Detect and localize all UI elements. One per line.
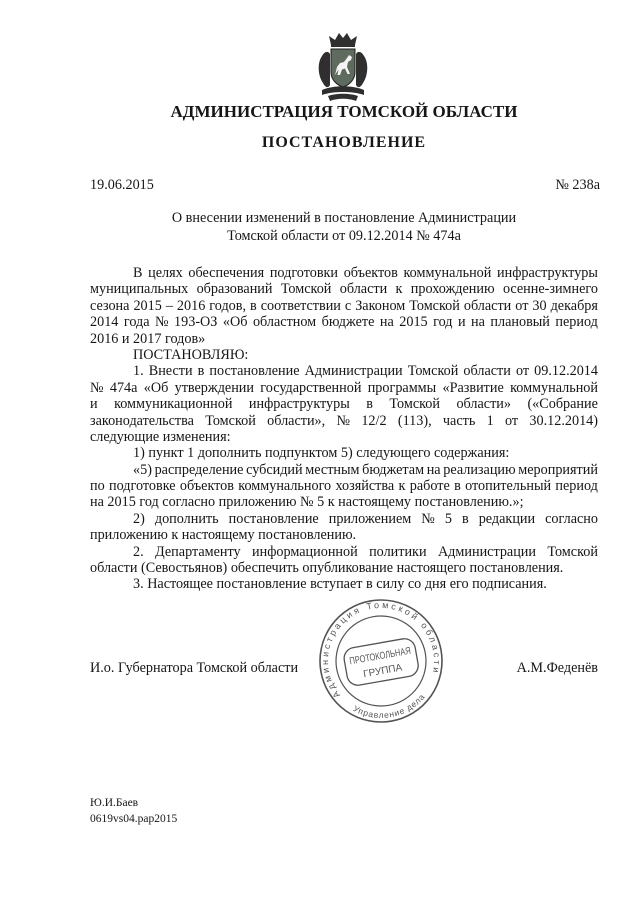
word: осенне-зимнего [502,281,598,298]
paragraph-item-3 [90,576,598,592]
word: годов, [209,297,247,314]
word: утверждении [174,379,254,396]
signatory-name: А.М.Феденёв [516,660,598,676]
word: работе [409,478,450,495]
word: Томской [205,412,256,429]
word: Внести [148,363,193,380]
word: законодательства [90,412,194,429]
subject-line: О внесении изменений в постановление Администрации [171,210,517,226]
word: Томской [280,281,332,298]
body-line [90,462,598,478]
body-line [90,511,598,527]
paragraph-subitem-2 [90,511,598,544]
word: № [421,510,435,527]
word: постановление [209,363,300,380]
emblem-crown [329,33,357,45]
word: 2) [133,510,145,527]
body-line [90,265,598,281]
word: 2016 [176,297,206,314]
word: 12/2 [361,412,387,429]
emblem-base [328,94,358,101]
word: по [90,478,105,495]
document-date: 19.06.2015 [90,177,154,193]
word: коммуникационной [114,396,233,413]
word: Департаменту [155,543,241,560]
word: к [395,281,403,298]
word: к [398,478,406,495]
word: отопительный [465,478,552,495]
word: от [515,297,529,314]
word: на [471,314,485,331]
body-line: 2016 и 2017 годов» [90,330,206,347]
word: плановый [490,314,550,331]
file-reference: 0619vs04.pap2015 [90,813,178,825]
word: прохождению [410,281,495,298]
document-subject [90,209,598,245]
word: и [90,396,98,413]
body-line [90,544,598,560]
word: на [426,461,441,478]
word: «Развитие [442,379,504,396]
word: коммунальной [403,265,492,281]
word: редакции [478,510,536,527]
footer [90,795,177,827]
word: год [433,314,453,331]
word: 5 [444,510,452,527]
body-text [90,265,598,593]
word: мероприятий [518,461,598,478]
word: целях [148,265,183,281]
word: часть [442,412,476,429]
word: 474а [109,379,138,396]
word: информационной [252,543,358,560]
word: коммунальной [510,379,598,396]
word: в [250,297,257,314]
word: областном [252,314,317,331]
body-line: приложению к настоящему постановлению. [90,527,357,544]
word: 2. [133,543,144,560]
word: распределение [154,461,244,478]
word: Томской [389,396,440,413]
body-line [90,298,598,314]
subject-line: Томской области от 09.12.2014 № 474а [227,228,461,244]
word: области», [267,412,326,429]
word: в [461,510,469,527]
date-number-row [90,176,600,194]
word: «Об [222,314,248,331]
word: образований [196,281,273,298]
word: Законом [355,297,406,314]
word: подготовки [269,265,339,281]
word: 2015 [133,297,162,314]
word: № [90,379,104,396]
document-type: ПОСТАНОВЛЕНИЕ [261,134,427,151]
word: на [379,314,394,331]
word: («Собрание [527,396,598,413]
body-line: 1) пункт 1 дополнить подпунктом 5) следующего содержания: [133,445,510,462]
word: сезона [90,297,130,314]
word: приложением [328,510,412,527]
word: муниципальных [90,281,189,298]
coat-of-arms-icon [316,32,370,102]
stamp-center-line-1: ПРОТОКОЛЬНАЯ [348,642,432,668]
word: соответствии [260,297,341,314]
word: года [123,314,150,331]
word: политики [369,543,427,560]
word: от [515,363,530,380]
word: (113), [397,412,432,429]
word: реализацию [443,461,516,478]
stamp [316,596,446,726]
word: постановление [228,510,319,527]
word: субсидий [246,461,303,478]
word: Администрации [437,543,536,560]
word: – [165,297,173,314]
body-line [90,478,598,494]
word: коммунального [238,478,332,495]
body-line [90,380,598,396]
word: области [463,297,512,314]
stamp-ring-text-bottom: Управление делами [351,691,427,721]
word: Томской [407,363,459,380]
word: 1 [486,412,494,429]
body-line: ПОСТАНОВЛЯЮ: [133,346,249,363]
body-line [90,314,598,330]
emblem-crown-band [331,44,355,47]
word: согласно [545,510,598,527]
word: Администрации [304,363,403,380]
word: инфраструктуры [497,265,598,281]
body-line: следующие изменения: [90,428,231,445]
word: Томской [547,543,598,560]
word: от [505,412,519,429]
body-line: на 2015 год согласно приложению № 5 к настоящему постановлению.»; [90,494,524,511]
word: дополнить [154,510,219,527]
word: объектов [343,265,398,281]
word: бюджете [321,314,375,331]
word: 193-ОЗ [174,314,218,331]
executor-name: Ю.И.Баев [90,797,139,809]
emblem-supporter-left [319,52,330,87]
word: в [197,363,205,380]
paragraph-subitem-1 [90,445,598,461]
word: местным [305,461,360,478]
word: № [336,412,351,429]
word: «5) [133,461,152,478]
word: хозяйства [335,478,395,495]
word: 2015 [399,314,428,331]
word: в [454,478,461,495]
word: 09.12.2014 [534,363,598,380]
word: подготовке [109,478,176,495]
word: в [366,396,373,413]
word: обеспечения [188,265,265,281]
word: области» [456,396,511,413]
word: 30 [532,297,547,314]
stamp-center-line-2: ГРУППА [362,662,404,681]
word: программы [367,379,437,396]
document-number: № 238а [555,177,600,193]
word: 1. [133,363,144,380]
word: с [344,297,352,314]
word: бюджетам [362,461,425,478]
paragraph-resolve [90,347,598,363]
emblem-supporter-right [356,52,367,87]
word: период [555,314,598,331]
word: № [155,314,169,331]
word: 2014 [90,314,119,331]
organization-title: АДМИНИСТРАЦИЯ ТОМСКОЙ ОБЛАСТИ [170,102,518,121]
stamp-body [316,596,446,726]
word: инфраструктуры [248,396,350,413]
paragraph-subitem-1-text [90,462,598,511]
word: 30.12.2014) [529,412,598,429]
word: объектов [179,478,234,495]
word: области [463,363,511,380]
body-line: 3. Настоящее постановление вступает в силу со дня его подписания. [133,576,547,593]
word: период [555,478,598,495]
body-line: области (Севостьянов) обеспечить опубликование настоящего постановления. [90,560,564,577]
stamp-ring-text-top: Администрация Томской области [319,599,443,701]
paragraph-item-2 [90,544,598,577]
word: государственной [260,379,362,396]
emblem-ribbon [322,86,364,95]
word: «Об [143,379,169,396]
word: области [339,281,388,298]
body-line [90,396,598,412]
word: В [133,265,143,281]
paragraph-item-1 [90,363,598,445]
body-line [90,413,598,429]
paragraph-preamble [90,265,598,347]
word: декабря [550,297,598,314]
body-line [90,281,598,297]
signatory-position: И.о. Губернатора Томской области [90,660,299,676]
word: Томской [409,297,460,314]
word: и [457,314,466,331]
body-line [90,363,598,379]
